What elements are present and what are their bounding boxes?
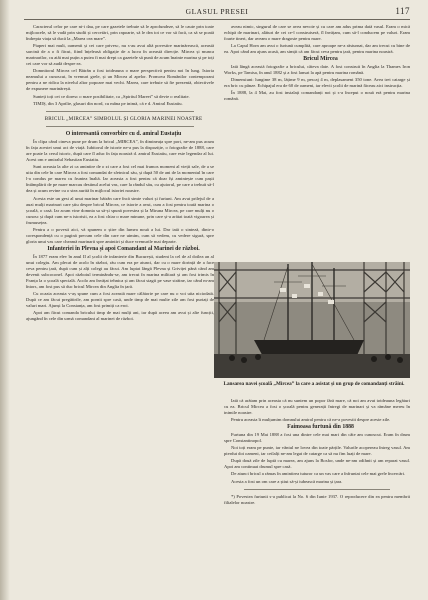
article-subheading: Faimoasa furtună din 1888 <box>287 424 354 431</box>
paragraph: De atunci bricul a rămas în amintirea tuturor ca un vas care a înfruntat cele mai grele încercări. <box>231 471 406 477</box>
section-divider <box>46 111 194 112</box>
left-column <box>26 24 214 323</box>
paragraph: Acesta a fost un om care a știut să-și iubească marina și țara. <box>231 478 343 484</box>
paragraph: După două zile de luptă cu marea, am ajuns la Bosfor, unde ne-am odihnit și am reparat vasul. Apoi am continuat drumul spre casă. <box>224 458 410 470</box>
paragraph: Piaperi mai mult, oamenii și cei care privesc, nu s-au avut altă povestire marinărească, această sarcină de a o fi făcut, fiind înțeleasă obligație de a lucra în această direcție. Mircea și munca marinarilor, cu atât mai puțin a putea fi mai drept ca gazetele să pună de acum înainte marina și pe toți cei care vor să audă despre ea. <box>26 43 214 67</box>
paragraph: În clipa când cineva pune pe drum la bricul „MIRCEA”, în dimineața spre port, ne-am pus acum în fața acestei unui act de viață. Iubitorul de istorie ne-a pus la dispoziție, o fotografie de 1888, care are poate la cerul istoric, după care îl aduc în fața noastră d. amiral Eustatiu, care este legendar al lui. Acest om e amiralul Sebastian Eustatiu. <box>26 139 214 163</box>
page-header <box>24 7 410 19</box>
footnote-divider <box>244 489 390 490</box>
photo-illustration <box>214 262 410 378</box>
paragraph: În 1888, la 4 Mai, au fost instalați comandanți noi și s-a început o nouă eră pentru marina română. <box>224 90 410 102</box>
paragraph: Acesta este un gest al unui marinar bătrân care încă simte valuri și furtuni. Am avut prilejul de a auzi mulți marinari care știu despre bricul Mircea, ce istorie a avut, cum a fost pentru toată marina o școală, o casă. Iar acum vine domnia sa să-și spună povestea și la Miruna Mircea, pe care mulți nu o cunosc și după cum ne-a istorisit, ea a fost chiar o mare minune, prin care și-a arătat toată vigoarea și frumusețea. <box>26 195 214 225</box>
footnote: *) Povestea furtunii s-a publicat la No. 6 din Iunie 1937. O reproducere din ea pentru membrii filialelor noastre. <box>224 493 410 505</box>
article-subheading: Bricul Mircea <box>303 56 338 63</box>
page-number: 117 <box>395 6 410 16</box>
paragraph: Cu ocazia aceasta v-aș spune cum a fost această mare călătorie pe care nu o voi uita niciodată. După ce am făcut pregătirile, am pornit spre casă, unde timp de mai multe zile am fost purtați de valuri mari. Ajunși la Constanța, am fost primiți ca eroi. <box>26 291 214 309</box>
header-rule <box>24 19 410 20</box>
paragraph: Furtuna din 19 Mai 1888 a fost una dintre cele mai mari din câte am cunoscut. Eram în drum spre Constantinopol. <box>224 432 410 444</box>
photo-caption: Lansarea navei școală „Mircea” la care a asistat și un grup de comandanți străini. <box>223 381 405 387</box>
paragraph: Noi toți eram pe punte, iar vântul ne lovea din toate părțile. Valurile acopereau întreg vasul. Am pierdut doi oameni, iar ceilalți ne-am legat de catarge ca să nu fim luați de mare. <box>224 445 410 457</box>
signature-line: TIMIȘ, din 3 Aprilie, glasuri din nord, cu mâna pe inimă, că e d. Amiral Eustatiu. <box>33 100 183 106</box>
paragraph: Pentru a o povesti aici, vă spunem o știre din lumea nouă a lui. Dar iată o sinteză, dintr-o corespondență cu o pagină precum cele din care ne uimim, cum să vedem, cu vedere sigură, spre gloria unui vas care cheamă marinarii spre amintiri și duce vremurile mai departe. <box>26 226 214 244</box>
paragraph: În 1877 eram elev în anul II al școlii de infanterie din București, student la cel de al doilea an al unui colegiu. Am plecat de acolo în război, rău cum era pe atunci, dar cu o mare dorință de a face ceva pentru țară, după cum și alți colegi au făcut. Am luptat lângă Plevna și Griviței până când am devenit subcoconel. Apoi războiul terminându-se, am trecut în marina militară și am fost trimis în Franța la o școală specială. Acolo am învățat tehnica și am făcut stagii pe vase străine, iar când m-am întors, am fost pus să duc bricul Mircea din Anglia în țară. <box>26 253 214 290</box>
right-column-lower <box>224 398 410 507</box>
paragraph: Caracterul celor pe care ni-i dau, pe care gazetele trebuie să le aprofundeze, să le caute prin toate mijloacele, să le vadă prin studii și cercetări, prin rapoarte, să le dea tot ce vor să facă, ca să se poată îndrepta viața să ducă la „Marea cea mare”. <box>26 24 214 42</box>
paragraph: Apoi am făcut comanda bricului timp de mai mulți ani, iar după aceea am avut și alte funcții, ajungând în cele din urmă comandant al marinei de război. <box>26 310 214 322</box>
paragraph: Dimensiuni: lungime 38 m, lățime 9 m, pescaj 4 m, deplasament 350 tone. Avea trei catarge și era bric cu pânze. Echipajul era de 60 de oameni, iar elevii școlii de marină făceau aici instrucția. <box>224 77 410 89</box>
page-spine-shadow <box>0 0 10 600</box>
paragraph: Domnitorul Mircea cel Bătrân a fost totdeauna o mare perspectivă pentru noi în lung. Istoria neamului a cunoscut, în vremuri grele, și un Mircea al apelor. Promova Românilor contemporani pentru a ne ridica la nivelul altor popoare mai vechi. Marea, care trebuie să fie prezentă, obiectivele de expunere marinărești. <box>26 68 214 92</box>
article-heading: O interesantă convorbire cu d. amiral Eustațiu <box>65 131 182 138</box>
paragraph: Sunt aceasta la alte zi ca amintire de o zi care a fost cel mai frumos moment al vieții sale, de a se uita din cele în care Mircea a fost comandat de sfetnicul său, și după 50 de ani de la momentul în care l-a condus pe marea cu fruntea înaltă. Iar aceasta a fost pentru că doar își amintește cum pașii întâmplării de pe mare marcau destinul acelui vas, care la rândul său, cu ajutorul, pe care a trebuit să-l dea și acum revine cu o stea aurită în mijlocul istoriei noastre. <box>26 164 214 194</box>
publication-title: GLASUL PRESEI <box>185 7 249 16</box>
paragraph: Iată că arătam prin aceasta că nu suntem un popor fără mare, că noi am avut totdeauna legături cu ea. Bricul Mircea a fost o școală pentru generații întregi de marinari și va rămâne mereu în inimile noastre. <box>224 398 410 416</box>
article-subheading: Infanteriei în Plevna și apoi Comandant al Marinei de război. <box>47 245 200 252</box>
paragraph: Sunteți toți cei ce doresc o mare posibilitate, ca „Spiritul Mareei” să devie o realitate. <box>33 93 190 99</box>
ship-launch-photo <box>214 262 410 378</box>
section-heading: BRICUL „MIRCEA” SIMBOLUL ȘI GLORIA MARINEI NOASTRE <box>44 115 203 122</box>
paragraph: aveau nimic, singurul de care se avea nevoie și cu care am adus prima dată vasul. Eram o mică echipă de marinari, alături de cei ce-l construiseră, îl învățam, cum să-l conducem pe valuri. Eram foarte tineri, dar aveam o mare dragoste pentru mare. <box>224 24 410 42</box>
section-divider <box>46 126 194 127</box>
paragraph: La Capul Horn am avut o furtună cumplită, care aproape ne-a răsturnat, dar am trecut cu bine de ea. Apoi când am ajuns acasă, am simțit că am făcut ceva pentru țară, pentru marina noastră. <box>224 43 410 55</box>
right-column <box>224 24 410 104</box>
paragraph: Pentru aceasta îi mulțumim domnului amiral pentru că ne-a povestit despre aceste zile. <box>231 417 391 423</box>
paragraph: Iată lângă această fotografie a bricului, câteva date. A fost construit în Anglia la Thames Iron Works, pe Tamisa, în anul 1882 și a fost lansat la apă pentru marina română. <box>224 64 410 76</box>
